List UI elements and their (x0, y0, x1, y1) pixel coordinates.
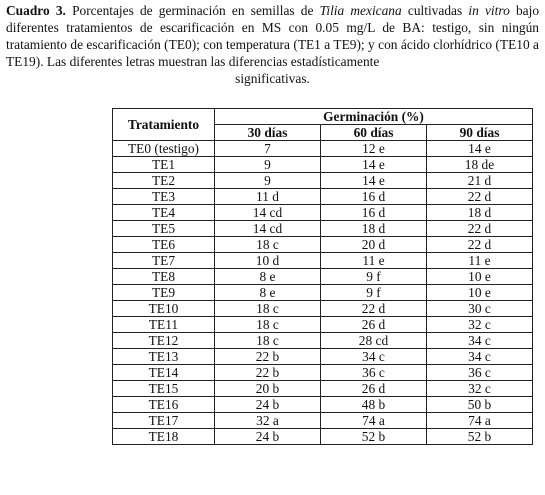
cell-60-dias: 28 cd (321, 333, 427, 349)
cell-30-dias: 18 c (215, 301, 321, 317)
cell-60-dias: 12 e (321, 141, 427, 157)
table-row (113, 365, 533, 381)
cell-30-dias: 24 b (215, 397, 321, 413)
cell-tratamiento: TE17 (113, 413, 215, 429)
cell-60-dias: 22 d (321, 301, 427, 317)
table-row (113, 285, 533, 301)
cell-tratamiento: TE0 (testigo) (113, 141, 215, 157)
cell-tratamiento: TE5 (113, 221, 215, 237)
caption-text-3: bajo diferentes tratamientos de escarificación en MS con 0.05 mg/L de BA: testigo, sin ningún tratamiento de escarificación (TE0); con temperatura (TE1 a TE9); y con ácido clorhídrico (TE10 a TE19). Las diferentes letras muestran las diferencias estadísticamente (6, 3, 540, 69)
table-row (113, 253, 533, 269)
table-row (113, 141, 533, 157)
table-body (113, 141, 533, 445)
cell-90-dias: 74 a (427, 413, 533, 429)
table-row (113, 413, 533, 429)
caption-text-2: cultivadas (401, 3, 469, 18)
cell-tratamiento: TE14 (113, 365, 215, 381)
cell-60-dias: 16 d (321, 205, 427, 221)
cell-90-dias: 32 c (427, 381, 533, 397)
cell-tratamiento: TE18 (113, 429, 215, 445)
cell-90-dias: 50 b (427, 397, 533, 413)
cell-tratamiento: TE15 (113, 381, 215, 397)
cell-60-dias: 36 c (321, 365, 427, 381)
cell-90-dias: 34 c (427, 349, 533, 365)
header-30-dias: 30 días (215, 125, 321, 141)
cell-30-dias: 24 b (215, 429, 321, 445)
table-row (113, 429, 533, 445)
header-row-1 (113, 109, 533, 125)
cell-90-dias: 10 e (427, 269, 533, 285)
caption-species: Tilia mexicana (319, 3, 402, 18)
cell-tratamiento: TE11 (113, 317, 215, 333)
cell-tratamiento: TE7 (113, 253, 215, 269)
cell-tratamiento: TE8 (113, 269, 215, 285)
cell-60-dias: 26 d (321, 317, 427, 333)
table-row (113, 381, 533, 397)
cell-90-dias: 34 c (427, 333, 533, 349)
table-caption (6, 2, 539, 87)
germination-table (112, 108, 533, 445)
cell-tratamiento: TE2 (113, 173, 215, 189)
cell-30-dias: 14 cd (215, 221, 321, 237)
cell-60-dias: 14 e (321, 157, 427, 173)
table-row (113, 157, 533, 173)
table-row (113, 205, 533, 221)
cell-90-dias: 18 d (427, 205, 533, 221)
cell-30-dias: 14 cd (215, 205, 321, 221)
cell-30-dias: 18 c (215, 333, 321, 349)
cell-30-dias: 18 c (215, 317, 321, 333)
header-tratamiento: Tratamiento (113, 109, 215, 141)
cell-30-dias: 7 (215, 141, 321, 157)
table-row (113, 221, 533, 237)
caption-text-1: Porcentajes de germinación en semillas de (65, 3, 320, 18)
cell-90-dias: 22 d (427, 221, 533, 237)
cell-90-dias: 22 d (427, 189, 533, 205)
cell-60-dias: 48 b (321, 397, 427, 413)
cell-90-dias: 11 e (427, 253, 533, 269)
cell-90-dias: 18 de (427, 157, 533, 173)
cell-90-dias: 32 c (427, 317, 533, 333)
cell-90-dias: 22 d (427, 237, 533, 253)
cell-60-dias: 9 f (321, 269, 427, 285)
table-row (113, 397, 533, 413)
caption-invitro: in vitro (468, 3, 510, 18)
caption-label: Cuadro 3. (6, 3, 66, 18)
cell-60-dias: 34 c (321, 349, 427, 365)
cell-tratamiento: TE1 (113, 157, 215, 173)
cell-30-dias: 11 d (215, 189, 321, 205)
cell-tratamiento: TE16 (113, 397, 215, 413)
table-row (113, 237, 533, 253)
header-60-dias: 60 días (321, 125, 427, 141)
header-90-dias: 90 días (427, 125, 533, 141)
cell-30-dias: 10 d (215, 253, 321, 269)
cell-60-dias: 26 d (321, 381, 427, 397)
cell-30-dias: 22 b (215, 349, 321, 365)
cell-tratamiento: TE6 (113, 237, 215, 253)
cell-30-dias: 8 e (215, 285, 321, 301)
cell-tratamiento: TE3 (113, 189, 215, 205)
cell-tratamiento: TE12 (113, 333, 215, 349)
table-row (113, 173, 533, 189)
cell-90-dias: 36 c (427, 365, 533, 381)
cell-90-dias: 10 e (427, 285, 533, 301)
cell-30-dias: 8 e (215, 269, 321, 285)
cell-tratamiento: TE9 (113, 285, 215, 301)
cell-90-dias: 21 d (427, 173, 533, 189)
table-row (113, 333, 533, 349)
cell-60-dias: 11 e (321, 253, 427, 269)
cell-90-dias: 52 b (427, 429, 533, 445)
table-row (113, 189, 533, 205)
header-germinacion: Germinación (%) (215, 109, 533, 125)
cell-60-dias: 20 d (321, 237, 427, 253)
caption-text-4: significativas. (235, 71, 310, 86)
table-row (113, 269, 533, 285)
cell-90-dias: 30 c (427, 301, 533, 317)
cell-60-dias: 52 b (321, 429, 427, 445)
cell-60-dias: 9 f (321, 285, 427, 301)
cell-30-dias: 22 b (215, 365, 321, 381)
cell-30-dias: 9 (215, 173, 321, 189)
cell-30-dias: 20 b (215, 381, 321, 397)
table-row (113, 301, 533, 317)
cell-tratamiento: TE13 (113, 349, 215, 365)
cell-60-dias: 74 a (321, 413, 427, 429)
cell-tratamiento: TE10 (113, 301, 215, 317)
cell-90-dias: 14 e (427, 141, 533, 157)
cell-30-dias: 18 c (215, 237, 321, 253)
cell-60-dias: 14 e (321, 173, 427, 189)
cell-60-dias: 16 d (321, 189, 427, 205)
table-row (113, 349, 533, 365)
cell-30-dias: 32 a (215, 413, 321, 429)
cell-60-dias: 18 d (321, 221, 427, 237)
cell-30-dias: 9 (215, 157, 321, 173)
table-row (113, 317, 533, 333)
cell-tratamiento: TE4 (113, 205, 215, 221)
